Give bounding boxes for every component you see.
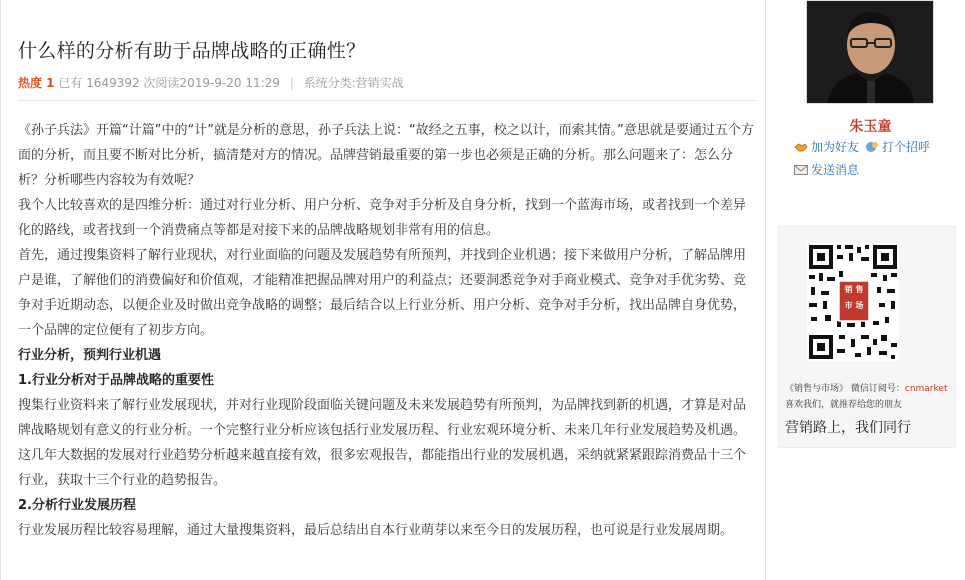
qr-caption-id: cnmarket [904, 384, 948, 394]
qr-slogan: 营销路上，我们同行 [785, 420, 911, 436]
qr-stamp-text-1: 销 售 [844, 285, 864, 294]
section-heading: 行业分析，预判行业机遇 [18, 348, 162, 363]
hot-badge: 热度 1 [18, 76, 55, 90]
qr-caption [785, 381, 947, 394]
qr-stamp-text-2: 市 场 [844, 301, 864, 310]
article-body [18, 118, 758, 543]
paragraph-5: 行业发展历程比较容易理解，通过大量搜集资料，最后总结出自本行业萌芽以来至今日的发展历程，也可说是行业发展周期。 [18, 523, 734, 538]
author-avatar[interactable] [806, 0, 934, 104]
article-meta [18, 74, 404, 91]
title-divider [18, 100, 756, 101]
category-link[interactable]: 系统分类:营销实战 [303, 76, 404, 90]
send-message-link[interactable] [794, 161, 859, 178]
paragraph-2: 我个人比较喜欢的是四维分析：通过对行业分析、用户分析、竞争对手分析及自身分析，找到一个蓝海市场，或者找到一个差异化的路线，或者找到一个消费痛点等都是对接下来的品牌战略规划非常有用的信息。 [18, 198, 747, 238]
subsection-heading-2: 2.分析行业发展历程 [18, 498, 136, 513]
qr-caption-prefix: 《销售与市场》 微信订阅号： [785, 384, 905, 394]
add-friend-link[interactable] [794, 138, 859, 155]
add-friend-label: 加为好友 [811, 140, 860, 154]
handshake-icon [794, 141, 808, 153]
author-name[interactable]: 朱玉童 [849, 119, 892, 135]
qr-caption-2: 喜欢我们，就推荐给您的朋友 [785, 400, 903, 410]
paragraph-1: 《孙子兵法》开篇“计篇”中的“计”就是分析的意思，孙子兵法上说：“故经之五事，校之以计，而索其情。”意思就是要通过五个方面的分析，而且要不断对比分析，搞清楚对方的情况。品牌营销最重要的第一步也必须是正确的分析。那么问题来了：怎么分析？分析哪些内容较为有效呢？ [18, 123, 754, 188]
subsection-heading-1: 1.行业分析对于品牌战略的重要性 [18, 373, 214, 388]
envelope-icon [794, 164, 808, 176]
greet-icon [865, 141, 879, 153]
meta-separator: | [289, 76, 294, 90]
greet-link[interactable] [865, 138, 930, 155]
paragraph-3: 首先，通过搜集资料了解行业现状，对行业面临的问题及发展趋势有所预判，并找到企业机遇；接下来做用户分析，了解品牌用户是谁，了解他们的消费偏好和价值观，才能精准把握品牌对用户的利益点；还要洞悉竞争对手商业模式、竞争对手优劣势、竞争对手近期动态，以便企业及时做出竞争战略的调整；最后结合以上行业分析、用户分析、竞争对手分析，找出品牌自身优势，一个品牌的定位便有了初步方向。 [18, 248, 747, 338]
paragraph-4: 搜集行业资料来了解行业发展现状，并对行业现阶段面临关键问题及未来发展趋势有所预判，为品牌找到新的机遇，才算是对品牌战略规划有意义的行业分析。一个完整行业分析应该包括行业发展历程、行业宏观环境分析、未来几年行业发展趋势及机遇。这几年大数据的发展对行业趋势分析越来越直接有效，很多宏观报告，都能指出行业的发展机遇，采纳就紧紧跟踪消费品十三个行业，获取十三个行业的趋势报告。 [18, 398, 747, 488]
qr-promo-box [778, 226, 956, 448]
author-photo-icon [807, 1, 934, 104]
greet-label: 打个招呼 [882, 140, 931, 154]
article-title: 什么样的分析有助于品牌战略的正确性？ [18, 40, 366, 62]
read-count: 已有 1649392 次阅读2019-9-20 11:29 [58, 76, 280, 90]
send-message-label: 发送消息 [811, 163, 860, 177]
